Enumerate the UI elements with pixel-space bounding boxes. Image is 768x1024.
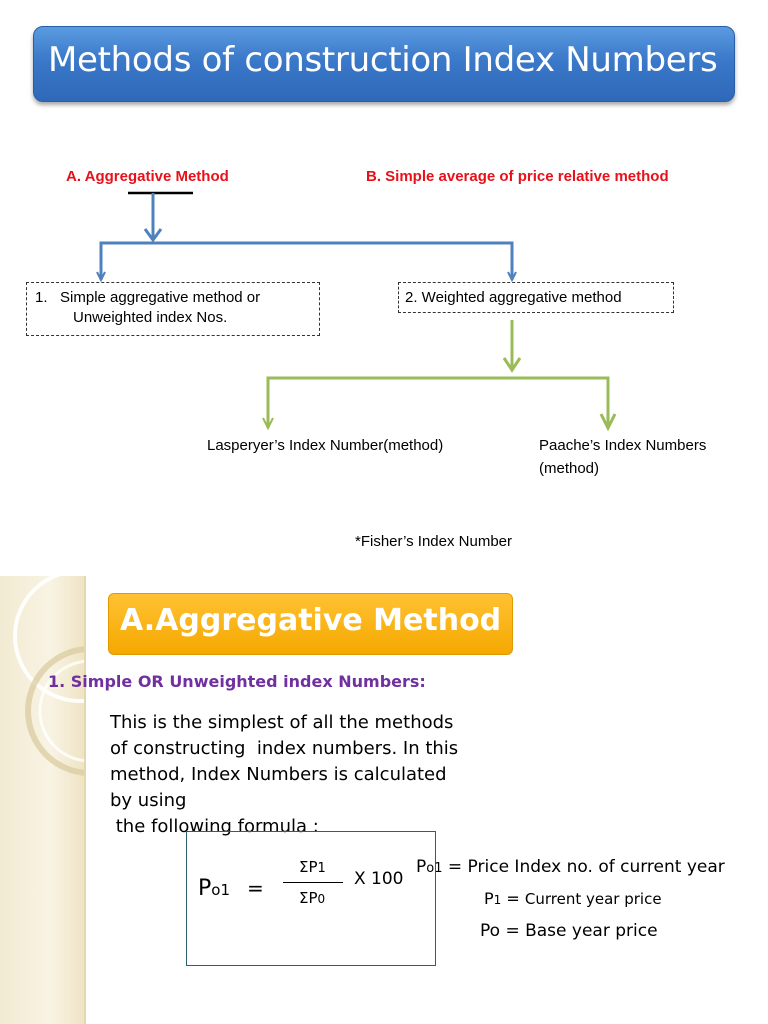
- laspeyres-label: Lasperyer’s Index Number(method): [207, 437, 444, 454]
- paragraph-line: by using: [110, 790, 187, 811]
- legend-line3-text: = Base year price: [500, 921, 658, 941]
- description-paragraph: [110, 710, 550, 840]
- denominator-subscript: 0: [317, 892, 326, 906]
- legend-line1-symbol: P: [416, 857, 427, 877]
- legend-line2-text: Current year price: [524, 890, 662, 908]
- numerator-symbol: ΣP: [299, 858, 318, 876]
- green-bracket: [268, 378, 608, 428]
- subheading: 1. Simple OR Unweighted index Numbers:: [48, 672, 426, 691]
- paragraph-line: method, Index Numbers is calculated: [110, 764, 447, 785]
- legend-line2-equals: =: [501, 889, 525, 908]
- slide-title: Methods of construction Index Numbers: [48, 40, 718, 80]
- formula-equals: =: [247, 876, 264, 900]
- legend-line1-text: = Price Index no. of current year: [442, 857, 725, 877]
- section-heading: A.Aggregative Method: [120, 603, 502, 638]
- legend-line2-subscript: 1: [493, 893, 502, 907]
- paragraph-line: This is the simplest of all the methods: [110, 712, 454, 733]
- formula-multiplier: X 100: [354, 869, 404, 889]
- paasche-label-line2: (method): [539, 460, 600, 477]
- legend-line3: [480, 921, 658, 941]
- paragraph-line: of constructing index numbers. In this: [110, 738, 459, 759]
- fraction-bar: [283, 882, 343, 883]
- simple-aggregative-box: [26, 282, 320, 336]
- blue-bracket: [101, 243, 512, 280]
- formula-lhs-symbol: P: [198, 876, 212, 901]
- weighted-aggregative-box: 2. Weighted aggregative method: [398, 282, 674, 313]
- denominator-symbol: ΣP: [299, 889, 318, 907]
- decorative-side-strip: [0, 576, 86, 1024]
- box1-line1: Simple aggregative method or: [60, 289, 261, 306]
- decorative-circles: [0, 576, 86, 1024]
- method-b-label: B. Simple average of price relative method: [366, 168, 669, 185]
- formula-lhs: [198, 876, 230, 901]
- method-a-label: A. Aggregative Method: [66, 168, 229, 185]
- numerator-subscript: 1: [317, 861, 326, 876]
- legend-line2-symbol: P: [484, 889, 494, 908]
- box1-number: 1.: [35, 289, 48, 306]
- legend-line1-subscript: o1: [426, 861, 443, 876]
- legend-line1: [416, 857, 725, 877]
- formula-numerator: [299, 858, 326, 876]
- legend-line2: [484, 889, 662, 908]
- legend-line3-symbol: Po: [480, 921, 501, 941]
- paragraph-line: the following formula :: [110, 816, 319, 837]
- formula-denominator: [299, 889, 325, 907]
- formula-lhs-subscript: o1: [211, 881, 231, 899]
- paasche-label-line1: Paache’s Index Numbers: [539, 437, 707, 454]
- box1-line2: Unweighted index Nos.: [73, 309, 228, 326]
- fisher-label: *Fisher’s Index Number: [355, 533, 513, 550]
